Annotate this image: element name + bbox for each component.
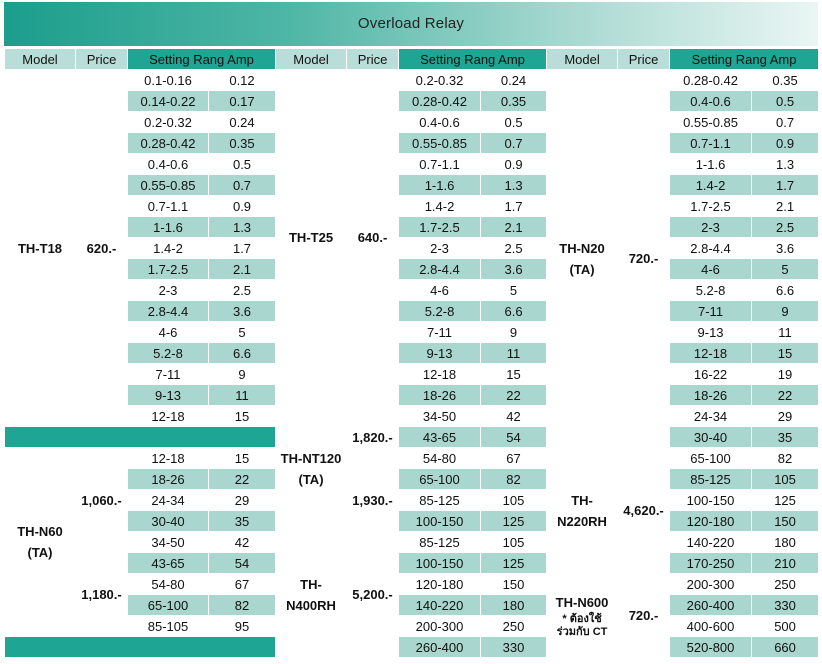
setting-range-cell: 0.14-0.22	[128, 91, 209, 112]
setting-range-cell: 1.4-2	[670, 175, 752, 196]
table-row	[5, 490, 819, 511]
model-th-n20	[547, 70, 618, 448]
setting-amp-cell: 500	[752, 616, 819, 637]
setting-range-cell: 12-18	[399, 364, 481, 385]
table-row	[5, 553, 819, 574]
setting-amp-cell: 29	[209, 490, 276, 511]
setting-range-cell: 2-3	[128, 280, 209, 301]
setting-amp-cell: 22	[752, 385, 819, 406]
model-name-line: (TA)	[298, 471, 324, 487]
setting-amp-cell: 1.3	[752, 154, 819, 175]
setting-amp-cell: 95	[209, 616, 276, 637]
setting-range-cell: 18-26	[128, 469, 209, 490]
setting-amp-cell: 35	[752, 427, 819, 448]
setting-amp-cell: 105	[481, 490, 547, 511]
setting-range-cell: 9-13	[399, 343, 481, 364]
setting-range-cell: 0.55-0.85	[128, 175, 209, 196]
setting-amp-cell: 0.35	[209, 133, 276, 154]
setting-range-cell: 140-220	[670, 532, 752, 553]
table-row	[5, 91, 819, 112]
table-row	[5, 448, 819, 469]
header-row	[5, 49, 819, 70]
setting-amp-cell: 22	[481, 385, 547, 406]
price-th-n220rh: 4,620.-	[618, 448, 670, 574]
setting-amp-cell: 105	[752, 469, 819, 490]
setting-range-cell: 5.2-8	[670, 280, 752, 301]
setting-amp-cell: 19	[752, 364, 819, 385]
table-row	[5, 595, 819, 616]
section-separator	[5, 427, 276, 448]
setting-range-cell: 9-13	[128, 385, 209, 406]
setting-amp-cell: 2.1	[209, 259, 276, 280]
setting-amp-cell: 1.3	[209, 217, 276, 238]
setting-range-cell: 1.7-2.5	[399, 217, 481, 238]
header-model: Model	[276, 49, 347, 70]
setting-amp-cell: 42	[481, 406, 547, 427]
setting-range-cell: 1-1.6	[399, 175, 481, 196]
setting-range-cell: 85-125	[399, 490, 481, 511]
setting-amp-cell: 54	[209, 553, 276, 574]
setting-range-cell: 260-400	[670, 595, 752, 616]
setting-amp-cell: 5	[481, 280, 547, 301]
setting-amp-cell: 15	[481, 364, 547, 385]
setting-amp-cell: 3.6	[752, 238, 819, 259]
model-name-line: TH-N20	[559, 240, 605, 256]
header-setting-range: Setting Rang Amp	[128, 49, 276, 70]
setting-range-cell: 0.4-0.6	[399, 112, 481, 133]
setting-amp-cell: 5	[752, 259, 819, 280]
setting-amp-cell: 330	[481, 637, 547, 658]
setting-amp-cell: 82	[481, 469, 547, 490]
table-row	[5, 511, 819, 532]
setting-amp-cell: 0.24	[481, 70, 547, 91]
price-th-nt120-a: 1,820.-	[347, 406, 399, 469]
setting-range-cell: 0.2-0.32	[399, 70, 481, 91]
setting-range-cell: 24-34	[670, 406, 752, 427]
setting-range-cell: 100-150	[399, 553, 481, 574]
setting-range-cell: 1-1.6	[670, 154, 752, 175]
setting-range-cell: 200-300	[399, 616, 481, 637]
setting-range-cell: 18-26	[399, 385, 481, 406]
header-price: Price	[347, 49, 399, 70]
setting-range-cell: 0.55-0.85	[670, 112, 752, 133]
setting-amp-cell: 660	[752, 637, 819, 658]
price-th-n60-a: 1,060.-	[76, 448, 128, 553]
relay-price-table	[4, 48, 819, 658]
setting-range-cell: 24-34	[128, 490, 209, 511]
table-row	[5, 364, 819, 385]
setting-amp-cell: 150	[481, 574, 547, 595]
setting-amp-cell: 250	[752, 574, 819, 595]
setting-range-cell: 9-13	[670, 322, 752, 343]
setting-range-cell: 65-100	[670, 448, 752, 469]
setting-amp-cell: 82	[209, 595, 276, 616]
section-separator	[5, 637, 276, 658]
setting-amp-cell: 6.6	[209, 343, 276, 364]
setting-amp-cell: 11	[481, 343, 547, 364]
setting-amp-cell: 35	[209, 511, 276, 532]
setting-range-cell: 0.55-0.85	[399, 133, 481, 154]
setting-range-cell: 30-40	[128, 511, 209, 532]
setting-range-cell: 4-6	[670, 259, 752, 280]
setting-amp-cell: 0.9	[209, 196, 276, 217]
table-row	[5, 616, 819, 637]
setting-amp-cell: 0.12	[209, 70, 276, 91]
setting-range-cell: 18-26	[670, 385, 752, 406]
setting-range-cell: 0.7-1.1	[128, 196, 209, 217]
setting-range-cell: 1.4-2	[399, 196, 481, 217]
setting-range-cell: 1-1.6	[128, 217, 209, 238]
price-th-nt120-b: 1,930.-	[347, 469, 399, 532]
price-th-t18: 620.-	[76, 70, 128, 427]
setting-amp-cell: 180	[481, 595, 547, 616]
setting-amp-cell: 22	[209, 469, 276, 490]
setting-range-cell: 2.8-4.4	[399, 259, 481, 280]
table-row	[5, 427, 819, 448]
setting-amp-cell: 0.5	[752, 91, 819, 112]
setting-amp-cell: 15	[752, 343, 819, 364]
setting-range-cell: 85-105	[128, 616, 209, 637]
setting-amp-cell: 6.6	[481, 301, 547, 322]
model-note-line: * ต้องใช้	[562, 613, 602, 625]
setting-amp-cell: 67	[481, 448, 547, 469]
table-row	[5, 70, 819, 91]
setting-amp-cell: 42	[209, 532, 276, 553]
model-name-line: TH-	[300, 576, 322, 592]
setting-range-cell: 7-11	[128, 364, 209, 385]
header-price: Price	[76, 49, 128, 70]
table-row	[5, 301, 819, 322]
table-row	[5, 238, 819, 259]
setting-range-cell: 12-18	[128, 406, 209, 427]
setting-amp-cell: 2.5	[209, 280, 276, 301]
setting-amp-cell: 0.7	[481, 133, 547, 154]
setting-range-cell: 7-11	[670, 301, 752, 322]
setting-amp-cell: 105	[481, 532, 547, 553]
setting-amp-cell: 2.5	[752, 217, 819, 238]
model-name-line: TH-	[571, 492, 593, 508]
header-setting-range: Setting Rang Amp	[399, 49, 547, 70]
setting-amp-cell: 1.7	[481, 196, 547, 217]
setting-amp-cell: 67	[209, 574, 276, 595]
model-name-line: TH-T25	[288, 230, 334, 245]
setting-range-cell: 1.7-2.5	[670, 196, 752, 217]
setting-range-cell: 12-18	[128, 448, 209, 469]
table-row	[5, 175, 819, 196]
header-setting-range: Setting Rang Amp	[670, 49, 819, 70]
table-row	[5, 574, 819, 595]
setting-amp-cell: 1.3	[481, 175, 547, 196]
setting-amp-cell: 125	[481, 511, 547, 532]
setting-range-cell: 0.7-1.1	[399, 154, 481, 175]
setting-amp-cell: 0.35	[752, 70, 819, 91]
setting-range-cell: 34-50	[128, 532, 209, 553]
page-title: Overload Relay	[4, 2, 818, 46]
setting-amp-cell: 11	[209, 385, 276, 406]
setting-range-cell: 2-3	[670, 217, 752, 238]
setting-range-cell: 100-150	[670, 490, 752, 511]
table-row	[5, 217, 819, 238]
setting-range-cell: 54-80	[399, 448, 481, 469]
setting-amp-cell: 15	[209, 406, 276, 427]
table-row	[5, 133, 819, 154]
price-th-t25: 640.-	[347, 70, 399, 406]
setting-range-cell: 120-180	[399, 574, 481, 595]
table-row	[5, 154, 819, 175]
header-price: Price	[618, 49, 670, 70]
setting-amp-cell: 11	[752, 322, 819, 343]
model-note-line: ร่วมกับ CT	[556, 626, 608, 638]
setting-amp-cell: 29	[752, 406, 819, 427]
table-row	[5, 280, 819, 301]
model-th-t25	[276, 70, 347, 406]
setting-amp-cell: 0.9	[481, 154, 547, 175]
setting-range-cell: 30-40	[670, 427, 752, 448]
setting-range-cell: 7-11	[399, 322, 481, 343]
setting-range-cell: 0.2-0.32	[128, 112, 209, 133]
setting-range-cell: 0.4-0.6	[670, 91, 752, 112]
setting-range-cell: 0.7-1.1	[670, 133, 752, 154]
setting-range-cell: 260-400	[399, 637, 481, 658]
price-th-n600: 720.-	[618, 574, 670, 658]
setting-amp-cell: 0.24	[209, 112, 276, 133]
setting-amp-cell: 9	[209, 364, 276, 385]
setting-amp-cell: 0.7	[209, 175, 276, 196]
setting-amp-cell: 9	[481, 322, 547, 343]
setting-range-cell: 54-80	[128, 574, 209, 595]
model-name-line: TH-T18	[17, 240, 63, 256]
setting-range-cell: 2.8-4.4	[128, 301, 209, 322]
price-th-n60-b: 1,180.-	[76, 553, 128, 637]
setting-amp-cell: 0.5	[209, 154, 276, 175]
table-row	[5, 196, 819, 217]
setting-range-cell: 520-800	[670, 637, 752, 658]
setting-amp-cell: 1.7	[752, 175, 819, 196]
model-name-line: N220RH	[557, 513, 607, 529]
setting-amp-cell: 2.1	[481, 217, 547, 238]
setting-amp-cell: 2.1	[752, 196, 819, 217]
model-th-nt120	[276, 406, 347, 532]
setting-amp-cell: 15	[209, 448, 276, 469]
setting-range-cell: 1.4-2	[128, 238, 209, 259]
setting-amp-cell: 54	[481, 427, 547, 448]
setting-range-cell: 34-50	[399, 406, 481, 427]
model-th-n400rh	[276, 532, 347, 658]
setting-amp-cell: 3.6	[209, 301, 276, 322]
setting-amp-cell: 210	[752, 553, 819, 574]
setting-range-cell: 4-6	[128, 322, 209, 343]
setting-amp-cell: 1.7	[209, 238, 276, 259]
setting-amp-cell: 0.9	[752, 133, 819, 154]
setting-range-cell: 65-100	[399, 469, 481, 490]
model-name-line: TH-NT120	[280, 450, 342, 466]
setting-amp-cell: 125	[481, 553, 547, 574]
setting-range-cell: 85-125	[670, 469, 752, 490]
table-row	[5, 385, 819, 406]
setting-amp-cell: 82	[752, 448, 819, 469]
setting-amp-cell: 0.7	[752, 112, 819, 133]
setting-amp-cell: 6.6	[752, 280, 819, 301]
setting-range-cell: 0.28-0.42	[399, 91, 481, 112]
price-th-n20: 720.-	[618, 70, 670, 448]
setting-amp-cell: 180	[752, 532, 819, 553]
model-name-line: (TA)	[27, 545, 53, 560]
setting-range-cell: 100-150	[399, 511, 481, 532]
setting-amp-cell: 0.5	[481, 112, 547, 133]
table-row	[5, 469, 819, 490]
table-row	[5, 322, 819, 343]
setting-range-cell: 85-125	[399, 532, 481, 553]
model-th-n220rh	[547, 448, 618, 574]
setting-amp-cell: 125	[752, 490, 819, 511]
setting-amp-cell: 0.17	[209, 91, 276, 112]
setting-amp-cell: 9	[752, 301, 819, 322]
setting-amp-cell: 330	[752, 595, 819, 616]
setting-range-cell: 2-3	[399, 238, 481, 259]
model-name-line: (TA)	[569, 261, 595, 277]
price-th-n400rh: 5,200.-	[347, 532, 399, 658]
setting-range-cell: 5.2-8	[128, 343, 209, 364]
model-name-line: N400RH	[286, 597, 336, 613]
model-name-line: TH-N600	[555, 595, 609, 610]
setting-range-cell: 12-18	[670, 343, 752, 364]
setting-range-cell: 140-220	[399, 595, 481, 616]
setting-range-cell: 170-250	[670, 553, 752, 574]
setting-range-cell: 5.2-8	[399, 301, 481, 322]
setting-range-cell: 43-65	[399, 427, 481, 448]
table-row	[5, 532, 819, 553]
header-model: Model	[547, 49, 618, 70]
table-row	[5, 637, 819, 658]
setting-range-cell: 400-600	[670, 616, 752, 637]
setting-range-cell: 2.8-4.4	[670, 238, 752, 259]
model-th-n60	[5, 448, 76, 637]
model-name-line: TH-N60	[17, 524, 63, 539]
setting-amp-cell: 150	[752, 511, 819, 532]
setting-amp-cell: 250	[481, 616, 547, 637]
setting-amp-cell: 5	[209, 322, 276, 343]
setting-amp-cell: 0.35	[481, 91, 547, 112]
setting-range-cell: 0.4-0.6	[128, 154, 209, 175]
setting-amp-cell: 2.5	[481, 238, 547, 259]
table-row	[5, 406, 819, 427]
setting-range-cell: 0.28-0.42	[670, 70, 752, 91]
table-row	[5, 112, 819, 133]
setting-range-cell: 200-300	[670, 574, 752, 595]
setting-amp-cell: 3.6	[481, 259, 547, 280]
setting-range-cell: 4-6	[399, 280, 481, 301]
setting-range-cell: 0.1-0.16	[128, 70, 209, 91]
setting-range-cell: 65-100	[128, 595, 209, 616]
relay-table-body	[5, 49, 819, 658]
model-th-n600	[547, 574, 618, 658]
model-th-t18	[5, 70, 76, 427]
header-model: Model	[5, 49, 76, 70]
setting-range-cell: 120-180	[670, 511, 752, 532]
setting-range-cell: 0.28-0.42	[128, 133, 209, 154]
table-row	[5, 259, 819, 280]
setting-range-cell: 43-65	[128, 553, 209, 574]
setting-range-cell: 16-22	[670, 364, 752, 385]
setting-range-cell: 1.7-2.5	[128, 259, 209, 280]
table-row	[5, 343, 819, 364]
